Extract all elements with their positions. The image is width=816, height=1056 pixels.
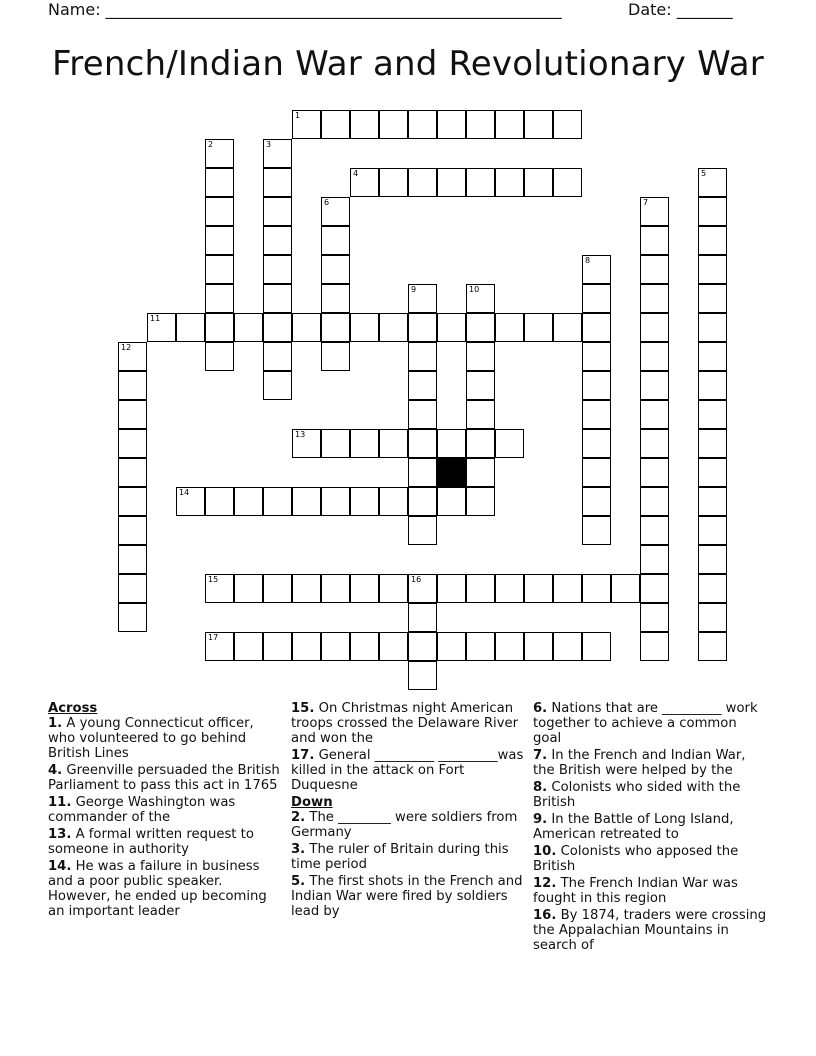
crossword-cell[interactable]	[466, 313, 495, 342]
clues-column-3	[533, 701, 769, 955]
clue-across-14: 14. He was a failure in business and a poor public speaker. However, he ended up becoming an important leader	[48, 859, 267, 919]
crossword-cell[interactable]	[698, 313, 727, 342]
crossword-cell[interactable]	[118, 429, 147, 458]
clue-number: 8	[585, 256, 591, 265]
crossword-cell[interactable]	[408, 516, 437, 545]
crossword-cell[interactable]	[582, 487, 611, 516]
crossword-cell[interactable]	[263, 371, 292, 400]
across-header: Across	[48, 701, 98, 716]
crossword-cell[interactable]	[698, 197, 727, 226]
crossword-cell[interactable]	[234, 632, 263, 661]
crossword-cell[interactable]	[553, 632, 582, 661]
clue-number: 9	[411, 285, 417, 294]
crossword-cell[interactable]	[640, 574, 669, 603]
crossword-cell[interactable]	[408, 313, 437, 342]
crossword-cell[interactable]	[321, 574, 350, 603]
clue-across-15: 15. On Christmas night American troops crossed the Delaware River and won the	[291, 701, 519, 746]
crossword-cell[interactable]	[698, 458, 727, 487]
clue-down-12: 12. The French Indian War was fought in this region	[533, 876, 738, 906]
crossword-cell[interactable]	[263, 487, 292, 516]
crossword-cell[interactable]	[234, 574, 263, 603]
clue-number: 13	[295, 430, 306, 439]
crossword-cell[interactable]	[292, 429, 321, 458]
crossword-cell[interactable]	[640, 284, 669, 313]
crossword-cell[interactable]	[553, 110, 582, 139]
clue-number: 12	[121, 343, 132, 352]
crossword-cell[interactable]	[466, 342, 495, 371]
crossword-cell[interactable]	[466, 458, 495, 487]
crossword-cell[interactable]	[582, 284, 611, 313]
crossword-cell[interactable]	[408, 429, 437, 458]
crossword-cell[interactable]	[118, 342, 147, 371]
clue-down-16: 16. By 1874, traders were crossing the Appalachian Mountains in search of	[533, 908, 767, 953]
crossword-cell[interactable]	[437, 429, 466, 458]
clue-number: 7	[643, 198, 649, 207]
crossword-cell[interactable]	[263, 632, 292, 661]
crossword-cell[interactable]	[321, 342, 350, 371]
crossword-cell[interactable]	[292, 313, 321, 342]
crossword-cell[interactable]	[524, 110, 553, 139]
clue-down-10: 10. Colonists who apposed the British	[533, 844, 739, 874]
crossword-cell[interactable]	[640, 255, 669, 284]
crossword-cell[interactable]	[176, 313, 205, 342]
clue-down-6: 6. Nations that are _________ work together to achieve a common goal	[533, 701, 758, 746]
clue-down-3: 3. The ruler of Britain during this time period	[291, 842, 509, 872]
clue-down-5: 5. The first shots in the French and Indian War were fired by soldiers lead by	[291, 874, 523, 919]
crossword-cell[interactable]	[205, 255, 234, 284]
crossword-cell[interactable]	[321, 255, 350, 284]
clue-number: 15	[208, 575, 219, 584]
crossword-cell[interactable]	[582, 516, 611, 545]
crossword-cell[interactable]	[408, 284, 437, 313]
clue-down-7: 7. In the French and Indian War, the British were helped by the	[533, 748, 746, 778]
crossword-cell[interactable]	[640, 371, 669, 400]
crossword-cell[interactable]	[321, 632, 350, 661]
clue-down-2: 2. The ________ were soldiers from Germany	[291, 810, 518, 840]
crossword-cell[interactable]	[205, 342, 234, 371]
crossword-cell[interactable]	[350, 574, 379, 603]
crossword-cell[interactable]	[408, 574, 437, 603]
crossword-cell[interactable]	[321, 110, 350, 139]
crossword-cell[interactable]	[263, 284, 292, 313]
crossword-cell[interactable]	[118, 400, 147, 429]
crossword-cell[interactable]	[640, 487, 669, 516]
crossword-cell[interactable]	[495, 574, 524, 603]
crossword-cell[interactable]	[698, 226, 727, 255]
crossword-cell[interactable]	[553, 168, 582, 197]
clue-number: 11	[150, 314, 161, 323]
crossword-cell[interactable]	[118, 458, 147, 487]
crossword-cell[interactable]	[611, 574, 640, 603]
crossword-cell[interactable]	[437, 313, 466, 342]
crossword-cell[interactable]	[321, 313, 350, 342]
crossword-cell[interactable]	[263, 313, 292, 342]
crossword-cell[interactable]	[321, 284, 350, 313]
page-title: French/Indian War and Revolutionary War	[52, 44, 764, 84]
crossword-cell[interactable]	[350, 632, 379, 661]
crossword-cell[interactable]	[437, 168, 466, 197]
crossword-cell[interactable]	[379, 487, 408, 516]
crossword-cell[interactable]	[698, 574, 727, 603]
clue-number: 10	[469, 285, 480, 294]
crossword-cell[interactable]	[292, 574, 321, 603]
clue-number: 1	[295, 111, 301, 120]
crossword-cell[interactable]	[292, 110, 321, 139]
crossword-cell[interactable]	[495, 168, 524, 197]
crossword-cell[interactable]	[350, 487, 379, 516]
crossword-cell[interactable]	[495, 429, 524, 458]
crossword-cell[interactable]	[118, 516, 147, 545]
crossword-cell[interactable]	[524, 168, 553, 197]
crossword-cell[interactable]	[524, 574, 553, 603]
clues-column-2	[291, 701, 527, 921]
crossword-cell[interactable]	[466, 574, 495, 603]
crossword-cell[interactable]	[350, 429, 379, 458]
crossword-cell[interactable]	[379, 313, 408, 342]
crossword-cell[interactable]	[640, 342, 669, 371]
clue-number: 3	[266, 140, 272, 149]
crossword-cell[interactable]	[263, 342, 292, 371]
down-header: Down	[291, 795, 333, 810]
crossword-cell[interactable]	[408, 603, 437, 632]
crossword-cell[interactable]	[205, 632, 234, 661]
clue-down-8: 8. Colonists who sided with the British	[533, 780, 741, 810]
crossword-cell[interactable]	[640, 197, 669, 226]
crossword-cell[interactable]	[118, 603, 147, 632]
name-line[interactable]: Name: _________________________________________________________	[48, 0, 562, 19]
crossword-cell[interactable]	[408, 168, 437, 197]
crossword-cell[interactable]	[379, 632, 408, 661]
crossword-cell[interactable]	[176, 487, 205, 516]
crossword-cell[interactable]	[698, 342, 727, 371]
crossword-cell[interactable]	[350, 168, 379, 197]
crossword-cell[interactable]	[118, 545, 147, 574]
clue-number: 2	[208, 140, 214, 149]
crossword-cell[interactable]	[698, 632, 727, 661]
crossword-cell[interactable]	[408, 458, 437, 487]
crossword-cell[interactable]	[379, 110, 408, 139]
crossword-cell[interactable]	[524, 313, 553, 342]
crossword-cell[interactable]	[437, 487, 466, 516]
crossword-cell[interactable]	[379, 574, 408, 603]
crossword-cell[interactable]	[466, 371, 495, 400]
crossword-cell[interactable]	[640, 632, 669, 661]
crossword-cell[interactable]	[640, 458, 669, 487]
crossword-cell[interactable]	[408, 487, 437, 516]
clue-number: 5	[701, 169, 707, 178]
crossword-cell[interactable]	[698, 400, 727, 429]
crossword-cell[interactable]	[495, 313, 524, 342]
crossword-cell[interactable]	[466, 429, 495, 458]
crossword-cell[interactable]	[582, 371, 611, 400]
crossword-cell[interactable]	[292, 487, 321, 516]
crossword-cell[interactable]	[553, 313, 582, 342]
crossword-cell[interactable]	[698, 429, 727, 458]
crossword-cell[interactable]	[408, 400, 437, 429]
crossword-cell[interactable]	[118, 487, 147, 516]
clue-number: 16	[411, 575, 422, 584]
crossword-cell[interactable]	[350, 313, 379, 342]
crossword-cell[interactable]	[466, 487, 495, 516]
crossword-cell[interactable]	[698, 371, 727, 400]
crossword-cell[interactable]	[640, 603, 669, 632]
crossword-cell[interactable]	[698, 255, 727, 284]
clues-column-1	[48, 701, 284, 921]
crossword-cell[interactable]	[640, 400, 669, 429]
crossword-cell[interactable]	[321, 197, 350, 226]
crossword-cell[interactable]	[640, 545, 669, 574]
crossword-cell[interactable]	[698, 516, 727, 545]
clue-number: 4	[353, 169, 359, 178]
crossword-cell[interactable]	[408, 632, 437, 661]
crossword-cell[interactable]	[582, 313, 611, 342]
clue-across-13: 13. A formal written request to someone in authority	[48, 827, 254, 857]
crossword-cell[interactable]	[640, 516, 669, 545]
clue-across-4: 4. Greenville persuaded the British Parliament to pass this act in 1765	[48, 763, 280, 793]
crossword-cell[interactable]	[698, 545, 727, 574]
crossword-cell[interactable]	[205, 197, 234, 226]
crossword-cell[interactable]	[437, 574, 466, 603]
clue-number: 14	[179, 488, 190, 497]
crossword-cell[interactable]	[495, 632, 524, 661]
crossword-cell[interactable]	[466, 284, 495, 313]
crossword-cell[interactable]	[582, 342, 611, 371]
crossword-cell[interactable]	[582, 574, 611, 603]
crossword-cell[interactable]	[640, 226, 669, 255]
crossword-cell[interactable]	[437, 110, 466, 139]
crossword-cell[interactable]	[698, 603, 727, 632]
crossword-cell[interactable]	[263, 255, 292, 284]
crossword-cell[interactable]	[582, 458, 611, 487]
crossword-cell[interactable]	[263, 197, 292, 226]
crossword-cell[interactable]	[466, 110, 495, 139]
crossword-cell[interactable]	[118, 371, 147, 400]
clue-down-9: 9. In the Battle of Long Island, American retreated to	[533, 812, 734, 842]
crossword-cell[interactable]	[437, 632, 466, 661]
crossword-cell[interactable]	[379, 168, 408, 197]
crossword-cell[interactable]	[263, 574, 292, 603]
crossword-cell[interactable]	[640, 313, 669, 342]
crossword-cell[interactable]	[698, 487, 727, 516]
clue-across-1: 1. A young Connecticut officer, who volunteered to go behind British Lines	[48, 716, 254, 761]
crossword-cell[interactable]	[205, 284, 234, 313]
crossword-cell[interactable]	[408, 371, 437, 400]
crossword-cell[interactable]	[698, 284, 727, 313]
crossword-cell[interactable]	[408, 110, 437, 139]
clue-number: 17	[208, 633, 219, 642]
crossword-cell[interactable]	[292, 632, 321, 661]
crossword-cell[interactable]	[466, 400, 495, 429]
crossword-cell[interactable]	[582, 400, 611, 429]
crossword-cell[interactable]	[205, 487, 234, 516]
crossword-cell[interactable]	[640, 429, 669, 458]
crossword-cell[interactable]	[205, 168, 234, 197]
crossword-cell[interactable]	[263, 168, 292, 197]
crossword-cell[interactable]	[205, 139, 234, 168]
date-line[interactable]: Date: _______	[628, 0, 733, 19]
crossword-cell[interactable]	[408, 342, 437, 371]
crossword-cell[interactable]	[234, 487, 263, 516]
crossword-cell[interactable]	[321, 226, 350, 255]
crossword-cell[interactable]	[582, 632, 611, 661]
shaded-cell	[437, 458, 466, 487]
crossword-cell[interactable]	[205, 313, 234, 342]
crossword-cell[interactable]	[205, 226, 234, 255]
clue-across-17: 17. General _________ _________was killed in the attack on Fort Duquesne	[291, 748, 524, 793]
crossword-cell[interactable]	[263, 226, 292, 255]
crossword-cell[interactable]	[466, 632, 495, 661]
crossword-cell[interactable]	[408, 661, 437, 690]
crossword-cell[interactable]	[234, 313, 263, 342]
crossword-cell[interactable]	[205, 574, 234, 603]
crossword-cell[interactable]	[553, 574, 582, 603]
crossword-cell[interactable]	[698, 168, 727, 197]
crossword-cell[interactable]	[524, 632, 553, 661]
crossword-cell[interactable]	[495, 110, 524, 139]
crossword-cell[interactable]	[466, 168, 495, 197]
crossword-cell[interactable]	[582, 255, 611, 284]
crossword-cell[interactable]	[350, 110, 379, 139]
crossword-cell[interactable]	[321, 429, 350, 458]
crossword-cell[interactable]	[118, 574, 147, 603]
clue-across-11: 11. George Washington was commander of the	[48, 795, 236, 825]
crossword-cell[interactable]	[321, 487, 350, 516]
crossword-cell[interactable]	[263, 139, 292, 168]
crossword-cell[interactable]	[379, 429, 408, 458]
clue-number: 6	[324, 198, 330, 207]
crossword-cell[interactable]	[147, 313, 176, 342]
crossword-cell[interactable]	[582, 429, 611, 458]
